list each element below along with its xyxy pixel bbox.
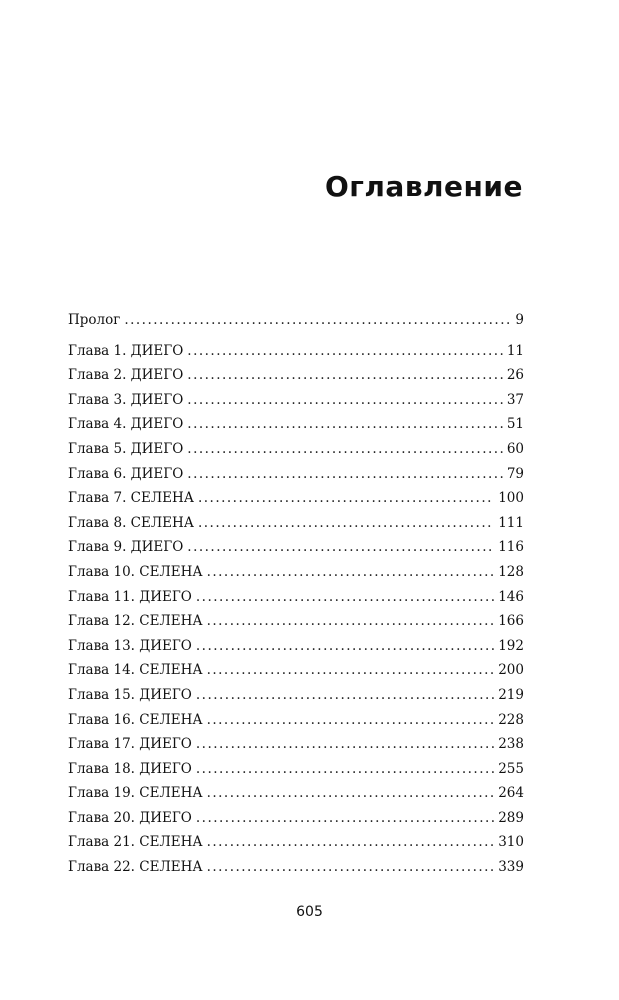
dot-leader [187, 462, 503, 487]
dot-leader [187, 388, 503, 413]
dot-leader [196, 732, 494, 757]
toc-entry-label: Глава 19. СЕЛЕНА [68, 785, 203, 802]
dot-leader [198, 486, 494, 511]
toc-entry-page: 192 [498, 637, 524, 654]
toc-entry-page: 100 [498, 490, 524, 507]
toc-entry-label: Глава 18. ДИЕГО [68, 760, 192, 777]
toc-entry [68, 683, 524, 708]
toc-entry-label: Пролог [68, 312, 121, 328]
toc-entry-page: 228 [498, 711, 524, 728]
toc-entry-label: Глава 20. ДИЕГО [68, 809, 192, 826]
dot-leader [207, 658, 495, 683]
toc-entry-label: Глава 7. СЕЛЕНА [68, 490, 194, 507]
toc-entry-label: Глава 1. ДИЕГО [68, 342, 184, 359]
dot-leader [207, 855, 495, 880]
dot-leader [187, 535, 494, 560]
dot-leader [207, 781, 495, 806]
toc-entry-page: 166 [498, 613, 524, 630]
dot-leader [196, 634, 494, 659]
dot-leader [196, 585, 494, 610]
toc-entry-label: Глава 3. ДИЕГО [68, 391, 184, 408]
toc-entry [68, 486, 524, 511]
toc-entry-label: Глава 16. СЕЛЕНА [68, 711, 203, 728]
dot-leader [196, 757, 494, 782]
toc-entry-label: Глава 9. ДИЕГО [68, 539, 184, 556]
toc-entry-page: 264 [498, 785, 524, 802]
toc-entry-page: 51 [506, 416, 524, 433]
toc-entry [68, 437, 524, 462]
toc-entry [68, 658, 524, 683]
toc-entry [68, 757, 524, 782]
toc-entry-page: 111 [498, 514, 524, 531]
toc-entry-label: Глава 6. ДИЕГО [68, 465, 184, 482]
dot-leader [187, 339, 503, 364]
toc-entry-label: Глава 14. СЕЛЕНА [68, 662, 203, 679]
toc-entry-page: 79 [506, 465, 524, 482]
toc-entry-label: Глава 15. ДИЕГО [68, 686, 192, 703]
toc-entry-label: Глава 17. ДИЕГО [68, 736, 192, 753]
dot-leader [124, 308, 511, 333]
toc-entry-prologue [68, 308, 524, 333]
toc-entry-page: 310 [498, 834, 524, 851]
toc-entry-page: 60 [506, 440, 524, 457]
dot-leader [187, 412, 503, 437]
toc-entry [68, 708, 524, 733]
toc-entry [68, 781, 524, 806]
toc-entry [68, 462, 524, 487]
page-title: Оглавление [324, 170, 523, 203]
dot-leader [196, 806, 494, 831]
toc-entry [68, 855, 524, 880]
toc-entry-page: 26 [506, 367, 524, 384]
toc-entry-label: Глава 10. СЕЛЕНА [68, 563, 203, 580]
dot-leader [207, 830, 495, 855]
toc-entry-page: 116 [498, 539, 524, 556]
toc-entry [68, 732, 524, 757]
toc-entry [68, 830, 524, 855]
toc-entry [68, 609, 524, 634]
toc-entry-page: 238 [498, 736, 524, 753]
toc-entry-page: 37 [506, 391, 524, 408]
toc-entry [68, 511, 524, 536]
toc-entry-page: 289 [498, 809, 524, 826]
toc-entry [68, 535, 524, 560]
toc-entry-label: Глава 12. СЕЛЕНА [68, 613, 203, 630]
toc-entry-page: 339 [498, 859, 524, 876]
toc-entry [68, 339, 524, 364]
toc-entry-page: 146 [498, 588, 524, 605]
dot-leader [207, 609, 495, 634]
toc-entry [68, 412, 524, 437]
toc-entry-label: Глава 8. СЕЛЕНА [68, 514, 194, 531]
toc-entry-label: Глава 2. ДИЕГО [68, 367, 184, 384]
toc-entry-label: Глава 5. ДИЕГО [68, 440, 184, 457]
toc-entry [68, 806, 524, 831]
table-of-contents [68, 308, 524, 880]
toc-entry [68, 560, 524, 585]
dot-leader [187, 437, 503, 462]
toc-entry [68, 585, 524, 610]
toc-entry-label: Глава 22. СЕЛЕНА [68, 859, 203, 876]
toc-entry [68, 634, 524, 659]
toc-entry-page: 9 [515, 312, 524, 328]
toc-entry-page: 219 [498, 686, 524, 703]
toc-entry-label: Глава 13. ДИЕГО [68, 637, 192, 654]
dot-leader [187, 363, 503, 388]
toc-entry-label: Глава 21. СЕЛЕНА [68, 834, 203, 851]
toc-entry [68, 388, 524, 413]
toc-entry-page: 11 [506, 342, 524, 359]
dot-leader [196, 683, 494, 708]
toc-entry-label: Глава 11. ДИЕГО [68, 588, 192, 605]
page-number: 605 [296, 904, 323, 920]
dot-leader [198, 511, 494, 536]
toc-entry-label: Глава 4. ДИЕГО [68, 416, 184, 433]
toc-entry-page: 200 [498, 662, 524, 679]
dot-leader [207, 560, 495, 585]
toc-entry-page: 255 [498, 760, 524, 777]
dot-leader [207, 708, 495, 733]
toc-entry-page: 128 [498, 563, 524, 580]
toc-entry [68, 363, 524, 388]
